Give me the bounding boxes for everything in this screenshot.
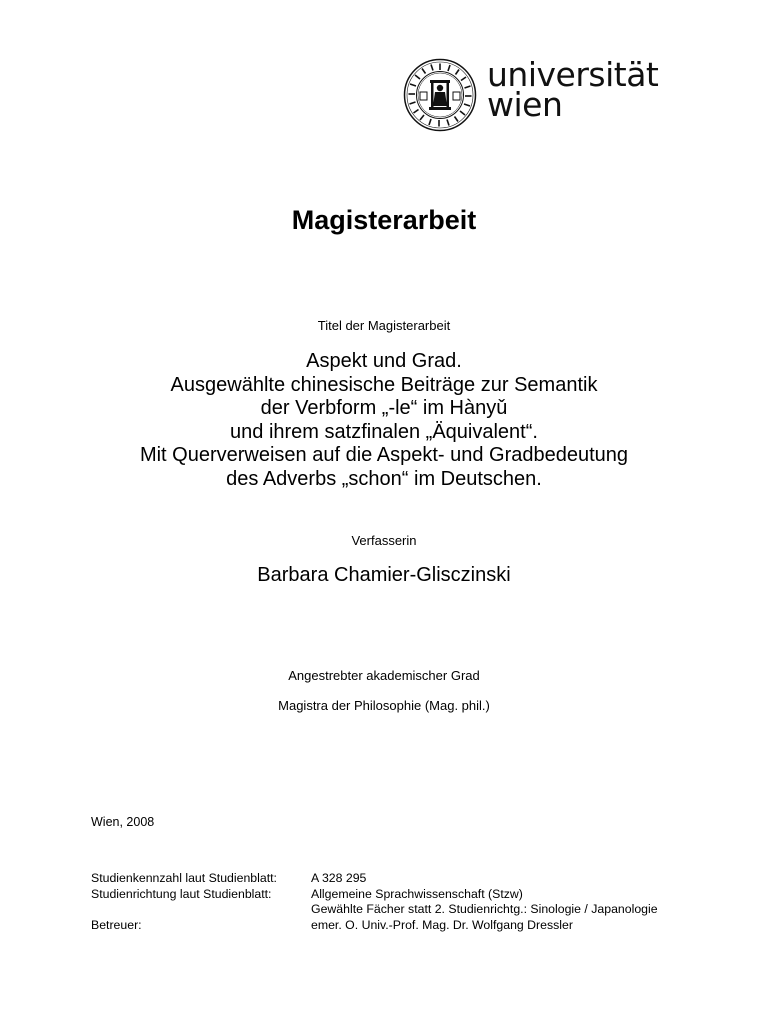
details-key: Betreuer: xyxy=(91,917,142,932)
university-seal-icon xyxy=(403,58,477,132)
degree-value: Magistra der Philosophie (Mag. phil.) xyxy=(278,698,490,713)
thesis-title-line: der Verbform „-le“ im Hànyǔ xyxy=(260,397,508,419)
details-key: Studienkennzahl laut Studienblatt: xyxy=(91,871,277,885)
thesis-title-line: Aspekt und Grad. xyxy=(306,350,462,372)
title-label: Titel der Magisterarbeit xyxy=(317,318,451,333)
wordmark-line-2: wien xyxy=(487,85,563,124)
wordmark-line-1: universität xyxy=(487,55,659,94)
study-details xyxy=(91,871,658,933)
details-row xyxy=(91,918,658,934)
thesis-title-line: des Adverbs „schon“ im Deutschen. xyxy=(226,467,542,490)
degree-label: Angestrebter akademischer Grad xyxy=(288,668,480,683)
document-type-heading: Magisterarbeit xyxy=(291,205,477,235)
place-date: Wien, 2008 xyxy=(91,815,155,829)
details-row xyxy=(91,887,658,918)
details-values xyxy=(311,871,366,887)
thesis-title-line: und ihrem satzfinalen „Äquivalent“. xyxy=(230,420,538,443)
university-wordmark xyxy=(487,55,659,124)
details-values xyxy=(311,918,573,934)
thesis-title xyxy=(0,350,768,491)
thesis-title-line: Ausgewählte chinesische Beiträge zur Semantik xyxy=(170,373,598,396)
details-row xyxy=(91,871,658,887)
details-value: A 328 295 xyxy=(311,871,367,885)
university-logo xyxy=(403,55,693,138)
details-values xyxy=(311,887,658,918)
details-value: Allgemeine Sprachwissenschaft (Stzw) xyxy=(311,886,523,901)
author-name: Barbara Chamier-Glisczinski xyxy=(257,564,511,586)
author-label: Verfasserin xyxy=(351,533,417,548)
details-value: emer. O. Univ.-Prof. Mag. Dr. Wolfgang Dressler xyxy=(311,917,573,932)
details-value: Gewählte Fächer statt 2. Studienrichtg.: Sinologie / Japanologie xyxy=(311,902,658,916)
details-key: Studienrichtung laut Studienblatt: xyxy=(91,886,272,901)
thesis-title-line: Mit Querverweisen auf die Aspekt- und Gradbedeutung xyxy=(139,444,629,466)
